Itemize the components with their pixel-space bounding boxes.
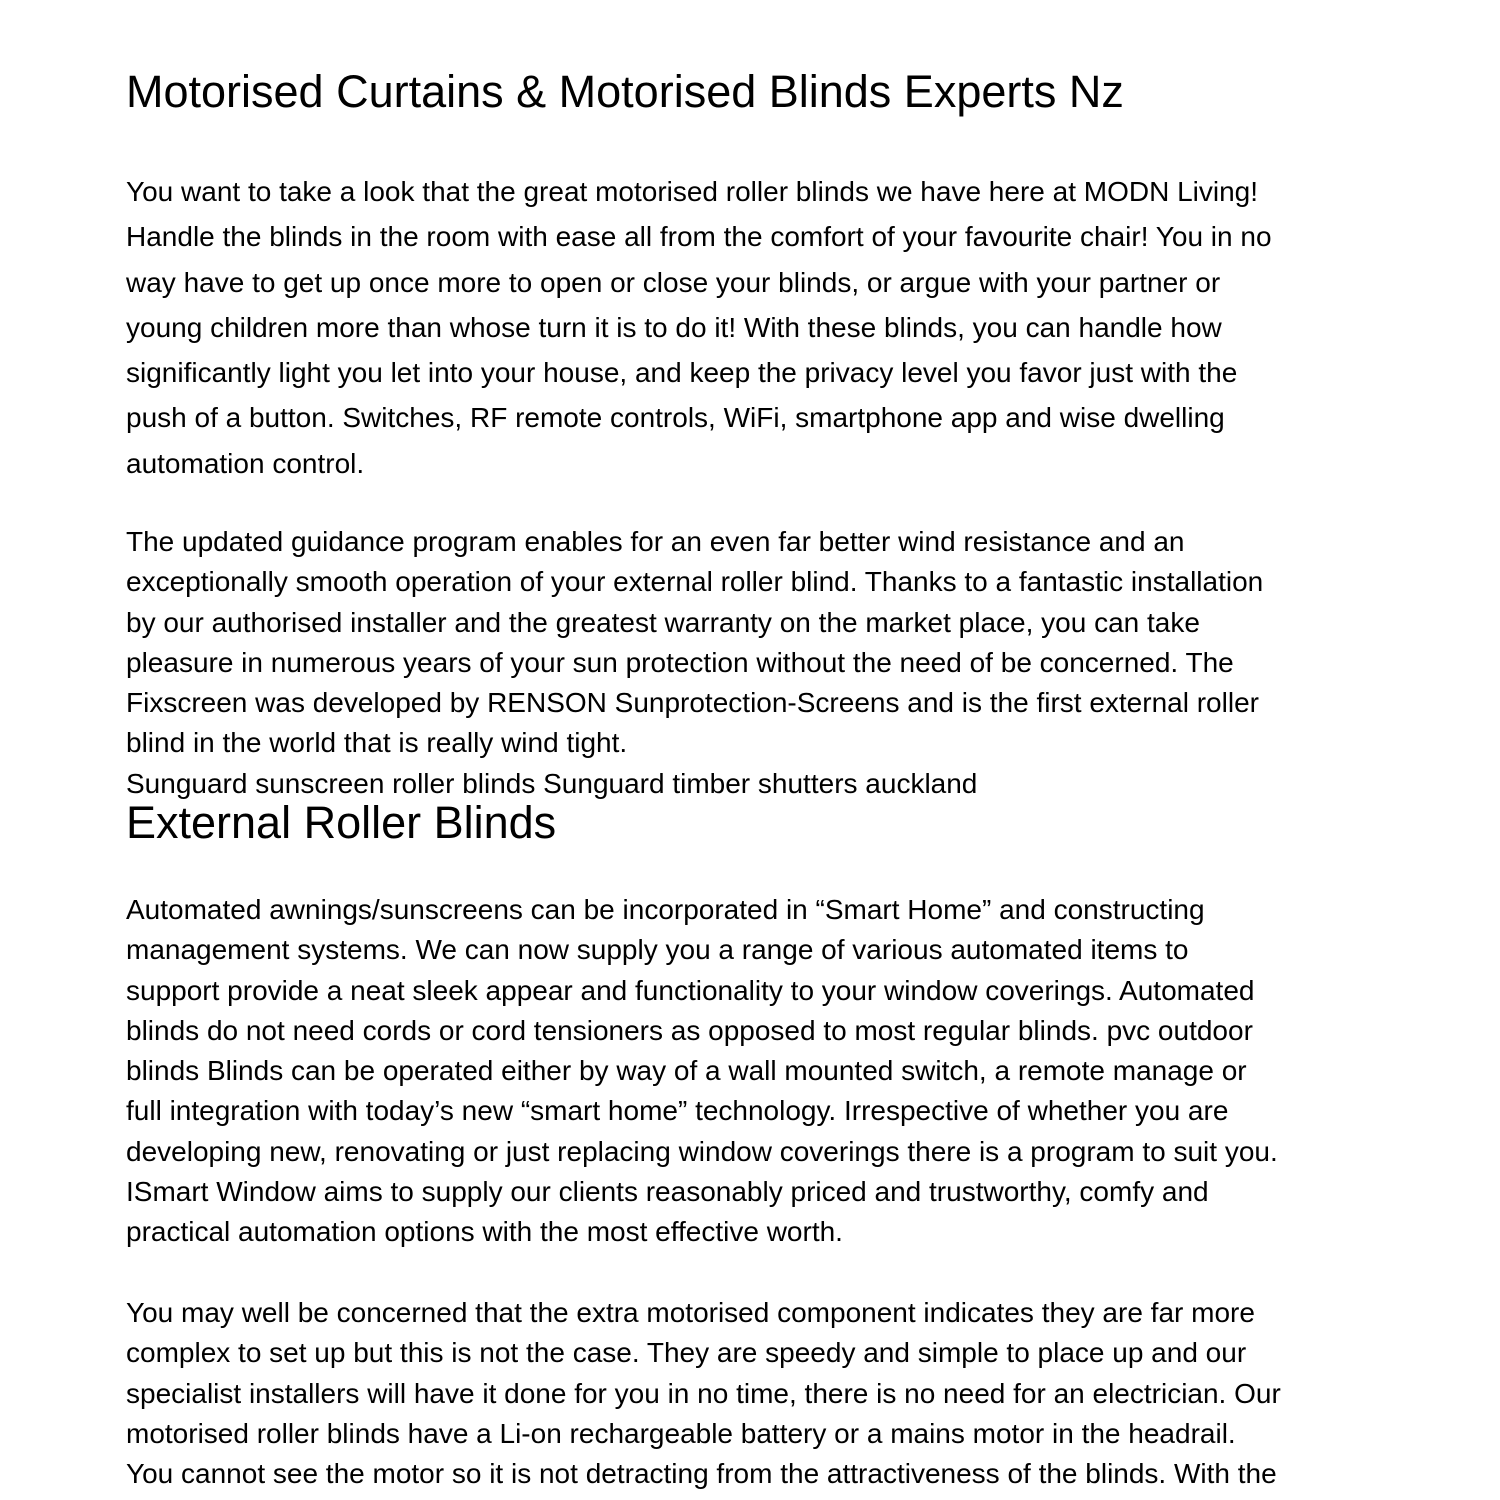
- paragraph-line: practical automation options with the most effective worth.: [126, 1216, 843, 1248]
- paragraph-line: pleasure in numerous years of your sun protection without the need of be concerned. The: [126, 646, 1234, 678]
- paragraph-line: You want to take a look that the great motorised roller blinds we have here at MODN Living!: [126, 176, 1259, 207]
- paragraph-intro: [126, 169, 1272, 486]
- paragraph-line: way have to get up once more to open or close your blinds, or argue with your partner or: [126, 266, 1221, 298]
- paragraph-line: blind in the world that is really wind tight.: [126, 727, 628, 759]
- paragraph-line: ISmart Window aims to supply our clients reasonably priced and trustworthy, comfy and: [126, 1176, 1209, 1208]
- paragraph-line: specialist installers will have it done for you in no time, there is no need for an electrician. Our: [126, 1377, 1281, 1409]
- paragraph-line: by our authorised installer and the greatest warranty on the market place, you can take: [126, 606, 1200, 638]
- paragraph-line: blinds Blinds can be operated either by way of a wall mounted switch, a remote manage or: [126, 1055, 1247, 1087]
- paragraph-line: You may well be concerned that the extra motorised component indicates they are far more: [126, 1297, 1255, 1328]
- paragraph-automation: [126, 890, 1278, 1253]
- paragraph-installation: [126, 1293, 1281, 1494]
- links-line-text: Sunguard sunscreen roller blinds Sunguard timber shutters auckland: [126, 768, 978, 799]
- section-heading: External Roller Blinds: [126, 797, 557, 848]
- paragraph-line: developing new, renovating or just replacing window coverings there is a program to suit you.: [126, 1135, 1278, 1167]
- paragraph-guidance: [126, 522, 1263, 764]
- paragraph-line: management systems. We can now supply you a range of various automated items to: [126, 934, 1189, 966]
- paragraph-line: push of a button. Switches, RF remote controls, WiFi, smartphone app and wise dwelling: [126, 402, 1225, 434]
- document-title: Motorised Curtains & Motorised Blinds Experts Nz: [126, 66, 1124, 117]
- paragraph-line: motorised roller blinds have a Li-on rechargeable battery or a mains motor in the headrail.: [126, 1417, 1236, 1449]
- paragraph-line: You cannot see the motor so it is not detracting from the attractiveness of the blinds. With the: [126, 1458, 1277, 1490]
- paragraph-line: automation control.: [126, 447, 365, 479]
- paragraph-line: support provide a neat sleek appear and functionality to your window coverings. Automated: [126, 974, 1255, 1006]
- paragraph-line: Handle the blinds in the room with ease all from the comfort of your favourite chair! You in no: [126, 221, 1272, 253]
- paragraph-line: complex to set up but this is not the case. They are speedy and simple to place up and our: [126, 1337, 1247, 1369]
- paragraph-line: significantly light you let into your house, and keep the privacy level you favor just with the: [126, 357, 1238, 389]
- paragraph-line: blinds do not need cords or cord tensioners as opposed to most regular blinds. pvc outdoor: [126, 1014, 1253, 1046]
- paragraph-line: The updated guidance program enables for an even far better wind resistance and an: [126, 526, 1185, 557]
- document-page: [126, 0, 1386, 1500]
- paragraph-line: Automated awnings/sunscreens can be incorporated in “Smart Home” and constructing: [126, 894, 1205, 925]
- paragraph-line: full integration with today’s new “smart home” technology. Irrespective of whether you are: [126, 1095, 1229, 1127]
- paragraph-line: young children more than whose turn it is to do it! With these blinds, you can handle how: [126, 311, 1222, 343]
- paragraph-line: Fixscreen was developed by RENSON Sunprotection-Screens and is the first external roller: [126, 687, 1259, 719]
- paragraph-line: exceptionally smooth operation of your external roller blind. Thanks to a fantastic installation: [126, 566, 1264, 598]
